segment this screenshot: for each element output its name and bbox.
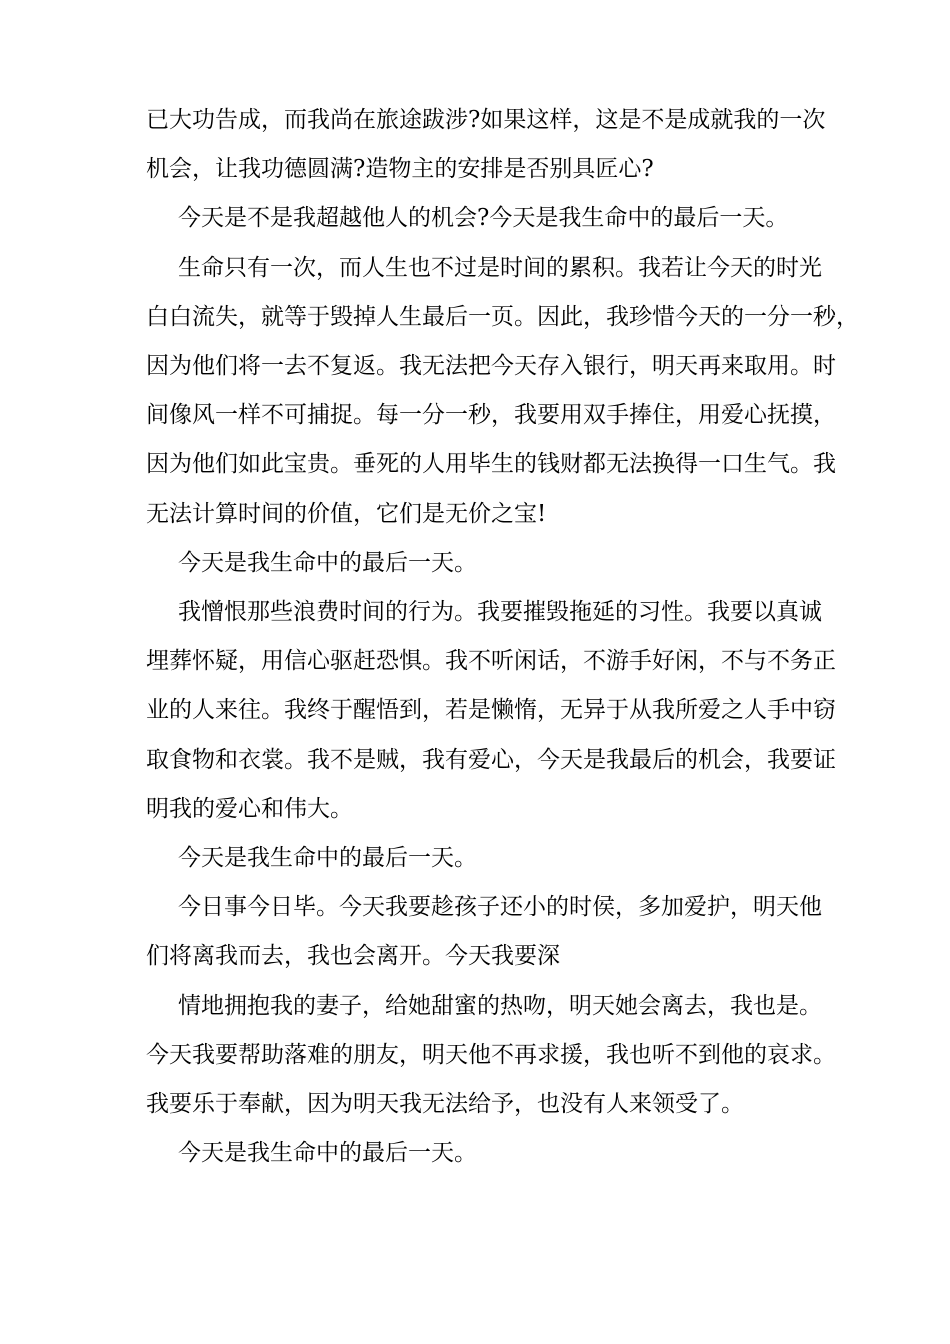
paragraph-start-line: 生命只有一次，而人生也不过是时间的累积。我若让今天的时光 xyxy=(178,254,822,281)
text-line: 明我的爱心和伟大。 xyxy=(146,795,353,822)
paragraph-start-line: 我憎恨那些浪费时间的行为。我要摧毁拖延的习性。我要以真诚 xyxy=(178,599,822,626)
refrain-line: 今天是我生命中的最后一天。 xyxy=(178,549,477,576)
text-line: 无法计算时间的价值，它们是无价之宝! xyxy=(146,500,547,527)
paragraph-start-line: 今天是不是我超越他人的机会?今天是我生命中的最后一天。 xyxy=(178,205,789,232)
text-line: 白白流失，就等于毁掉人生最后一页。因此，我珍惜今天的一分一秒， xyxy=(146,303,859,330)
text-line: 机会，让我功德圆满?造物主的安排是否别具匠心? xyxy=(146,156,654,183)
paragraph-start-line: 情地拥抱我的妻子，给她甜蜜的热吻，明天她会离去，我也是。 xyxy=(178,992,822,1019)
text-line: 间像风一样不可捕捉。每一分一秒，我要用双手捧住，用爱心抚摸， xyxy=(146,402,836,429)
text-line: 我要乐于奉献，因为明天我无法给予，也没有人来领受了。 xyxy=(146,1091,744,1118)
text-line: 因为他们将一去不复返。我无法把今天存入银行，明天再来取用。时 xyxy=(146,353,836,380)
text-line: 埋葬怀疑，用信心驱赶恐惧。我不听闲话，不游手好闲，不与不务正 xyxy=(146,648,836,675)
refrain-line: 今天是我生命中的最后一天。 xyxy=(178,845,477,872)
text-line: 业的人来往。我终于醒悟到，若是懒惰，无异于从我所爱之人手中窃 xyxy=(146,697,836,724)
refrain-line: 今天是我生命中的最后一天。 xyxy=(178,1140,477,1167)
text-line: 已大功告成，而我尚在旅途跋涉?如果这样，这是不是成就我的一次 xyxy=(146,107,826,133)
text-line: 取食物和衣裳。我不是贼，我有爱心，今天是我最后的机会，我要证 xyxy=(146,746,836,773)
text-line: 今天我要帮助落难的朋友，明天他不再求援，我也听不到他的哀求。 xyxy=(146,1041,836,1068)
paragraph-start-line: 今日事今日毕。今天我要趁孩子还小的时侯，多加爱护，明天他 xyxy=(178,894,822,921)
document-body xyxy=(146,96,859,1178)
text-line: 因为他们如此宝贵。垂死的人用毕生的钱财都无法换得一口生气。我 xyxy=(146,451,836,478)
text-line: 们将离我而去，我也会离开。今天我要深 xyxy=(146,943,560,970)
